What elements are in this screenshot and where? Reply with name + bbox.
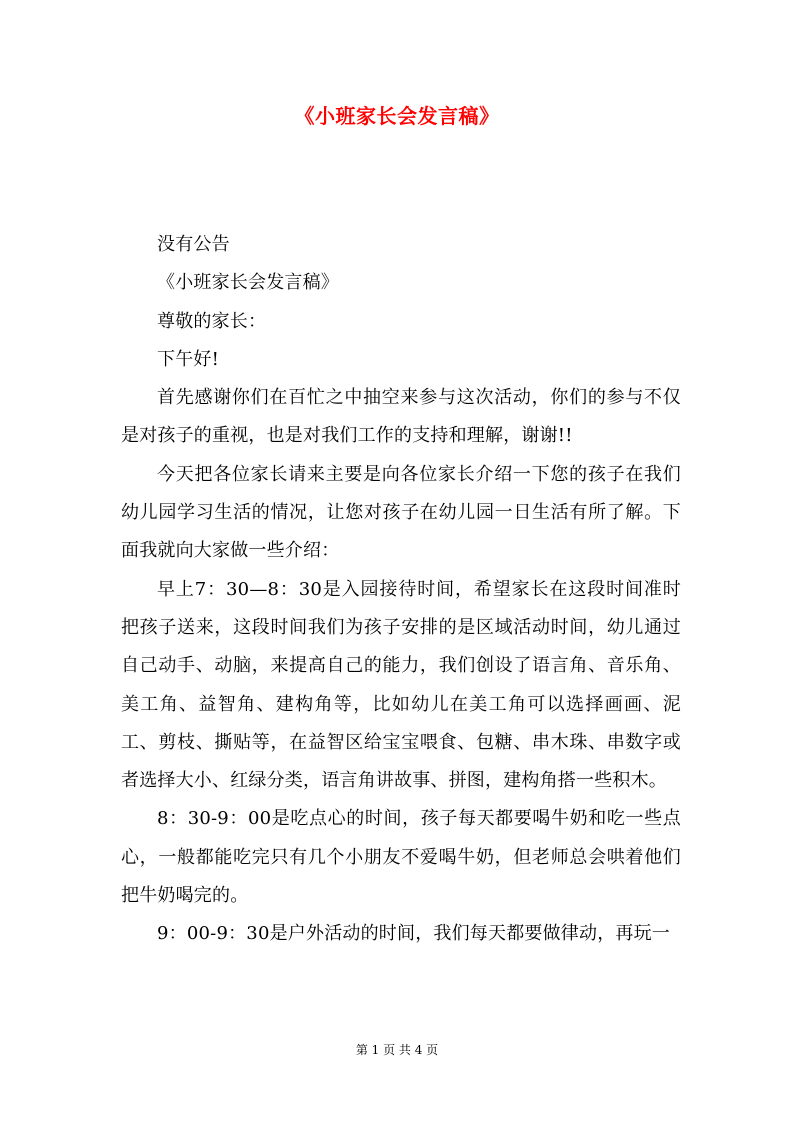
paragraph-snack-schedule: 8：30-9：00是吃点心的时间，孩子每天都要喝牛奶和吃一些点心，一般都能吃完只有几个小朋友不爱喝牛奶，但老师总会哄着他们把牛奶喝完的。 <box>121 808 681 907</box>
page-number: 第 1 页 共 4 页 <box>355 1043 439 1057</box>
paragraph-morning-schedule: 早上7：30—8：30是入园接待时间，希望家长在这段时间准时把孩子送来，这段时间我们为孩子安排的是区域活动时间，幼儿通过自己动手、动脑，来提高自己的能力，我们创设了语言角、音乐角、美工角、益智角、建构角等，比如幼儿在美工角可以选择画画、泥工、剪枝、撕贴等，在益智区给宝宝喂食、包糖、串木珠、串数字或者选择大小、红绿分类，语言角讲故事、拼图，建构角搭一些积木。 <box>121 578 681 792</box>
paragraph-greeting: 下午好! <box>157 348 220 370</box>
paragraph-heading: 《小班家长会发言稿》 <box>157 272 339 294</box>
paragraph-thanks: 首先感谢你们在百忙之中抽空来参与这次活动，你们的参与不仅是对孩子的重视，也是对我们工作的支持和理解，谢谢!! <box>121 387 681 447</box>
paragraph-salutation: 尊敬的家长： <box>157 310 267 332</box>
document-title: 《小班家长会发言稿》 <box>294 104 500 128</box>
paragraph-outdoor-schedule: 9：00-9：30是户外活动的时间，我们每天都要做律动，再玩一 <box>157 923 670 945</box>
page-footer <box>0 1041 794 1058</box>
paragraph-introduction: 今天把各位家长请来主要是向各位家长介绍一下您的孩子在我们幼儿园学习生活的情况，让您对孩子在幼儿园一日生活有所了解。下面我就向大家做一些介绍： <box>121 463 681 562</box>
paragraph-notice: 没有公告 <box>157 234 230 255</box>
document-body <box>121 226 681 954</box>
